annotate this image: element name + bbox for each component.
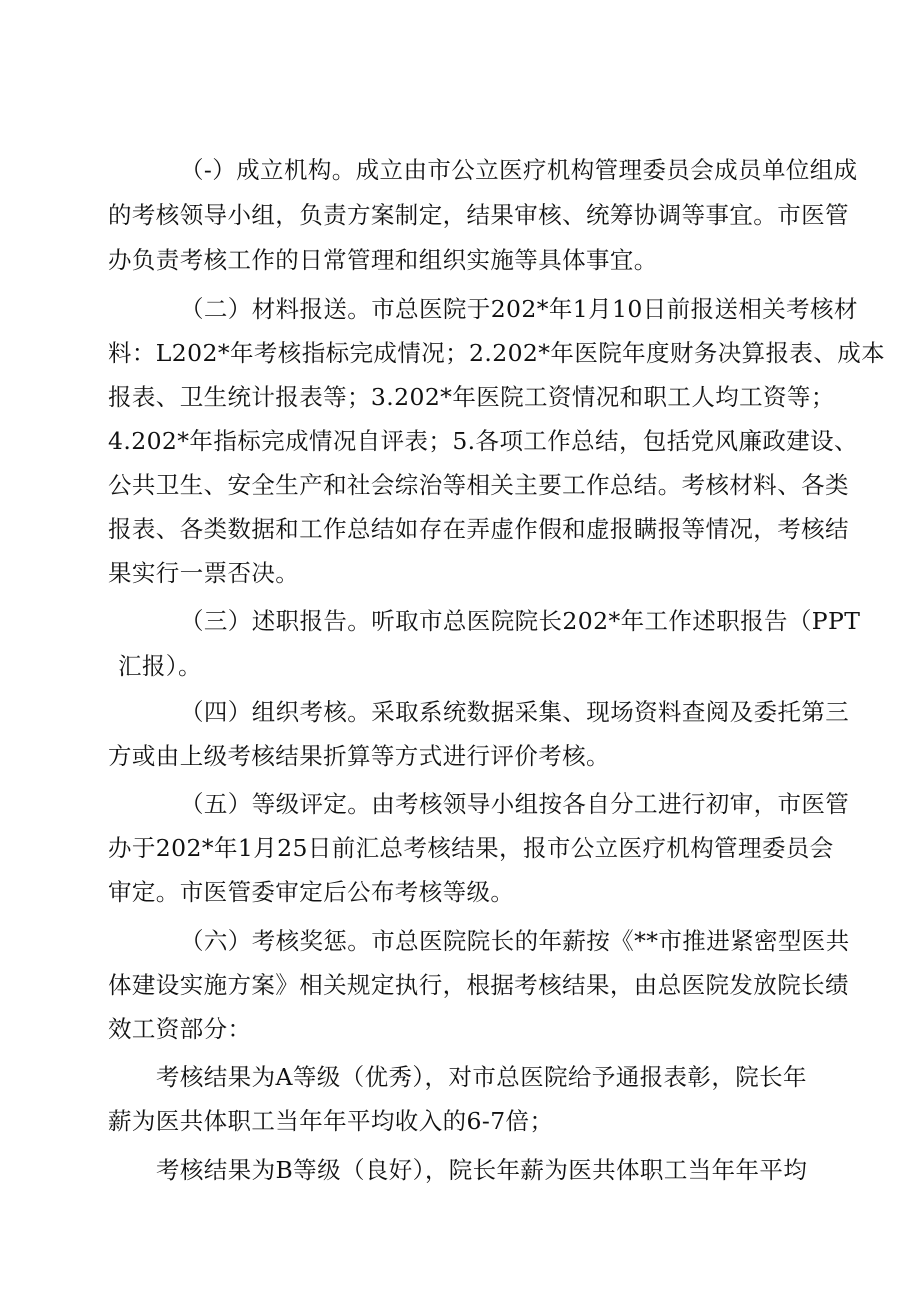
text-line: 报表、各类数据和工作总结如存在弄虚作假和虚报瞒报等情况，考核结	[108, 515, 849, 543]
text-line: 办于202*年1月25日前汇总考核结果，报市公立医疗机构管理委员会	[108, 834, 834, 862]
text-line: （四）组织考核。采取系统数据采集、现场资料查阅及委托第三	[180, 698, 850, 726]
text-line: 考核结果为B等级（良好），院长年薪为医共体职工当年年平均	[156, 1156, 808, 1184]
text-line: 果实行一票否决。	[108, 559, 300, 587]
text-line: 料：L202*年考核指标完成情况；2.202*年医院年度财务决算报表、成本	[108, 339, 886, 367]
text-line: 公共卫生、安全生产和社会综治等相关主要工作总结。考核材料、各类	[108, 471, 849, 499]
text-line: 办负责考核工作的日常管理和组织实施等具体事宜。	[108, 246, 658, 274]
text-line: 体建设实施方案》相关规定执行，根据考核结果，由总医院发放院长绩	[108, 971, 849, 999]
text-line: （二）材料报送。市总医院于202*年1月10日前报送相关考核材	[180, 295, 858, 323]
text-line: （三）述职报告。听取市总医院院长202*年工作述职报告（PPT	[180, 607, 861, 635]
text-line: 报表、卫生统计报表等；3.202*年医院工资情况和职工人均工资等；	[108, 383, 835, 411]
text-line: 考核结果为A等级（优秀），对市总医院给予通报表彰，院长年	[156, 1063, 807, 1091]
text-line: 审定。市医管委审定后公布考核等级。	[108, 878, 515, 906]
text-line: 4.202*年指标完成情况自评表；5.各项工作总结，包括党风廉政建设、	[108, 427, 858, 455]
text-line: 方或由上级考核结果折算等方式进行评价考核。	[108, 742, 610, 770]
text-line: 薪为医共体职工当年年平均收入的6-7倍；	[108, 1107, 554, 1135]
text-line: （五）等级评定。由考核领导小组按各自分工进行初审，市医管	[180, 790, 850, 818]
text-line: （-）成立机构。成立由市公立医疗机构管理委员会成员单位组成	[180, 156, 858, 184]
text-line: 汇报）。	[118, 652, 202, 680]
text-line: （六）考核奖惩。市总医院院长的年薪按《**市推进紧密型医共	[180, 927, 850, 955]
text-line: 的考核领导小组，负责方案制定，结果审核、统筹协调等事宜。市医管	[108, 201, 849, 229]
text-line: 效工资部分：	[108, 1015, 252, 1043]
